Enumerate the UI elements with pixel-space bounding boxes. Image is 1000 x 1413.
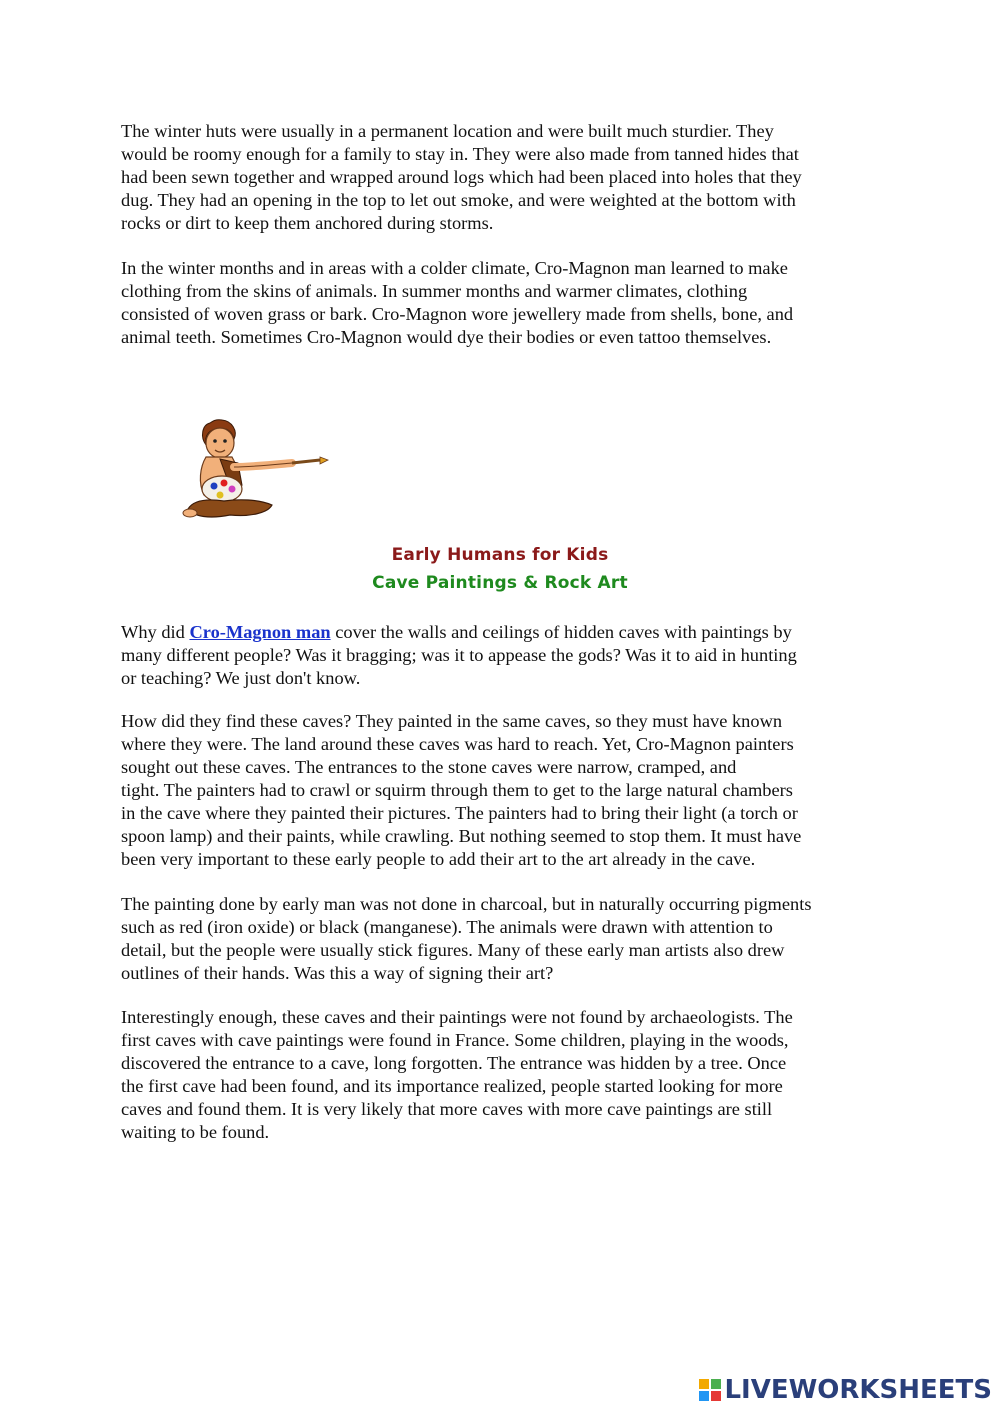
text-line: The winter huts were usually in a permanent location and were built much sturdier. They — [121, 121, 774, 141]
text-line: tight. The painters had to crawl or squirm through them to get to the large natural chambers — [121, 780, 793, 800]
text-line: the first cave had been found, and its importance realized, people started looking for more — [121, 1076, 783, 1096]
text-line: spoon lamp) and their paints, while crawling. But nothing seemed to stop them. It must have — [121, 826, 802, 846]
paragraph-finding-caves — [121, 710, 881, 871]
text-line: first caves with cave paintings were found in France. Some children, playing in the woods, — [121, 1030, 789, 1050]
text-line: sought out these caves. The entrances to the stone caves were narrow, cramped, and — [121, 757, 737, 777]
text-fragment: cover the walls and ceilings of hidden caves with paintings by — [330, 622, 792, 642]
text-line: discovered the entrance to a cave, long forgotten. The entrance was hidden by a tree. Once — [121, 1053, 787, 1073]
section-title: Early Humans for Kids — [391, 545, 609, 565]
text-line: clothing from the skins of animals. In summer months and warmer climates, clothing — [121, 281, 748, 301]
text-line: been very important to these early people to add their art to the art already in the cave. — [121, 849, 756, 869]
text-line: caves and found them. It is very likely that more caves with more cave paintings are still — [121, 1099, 773, 1119]
text-line: outlines of their hands. Was this a way of signing their art? — [121, 963, 554, 983]
text-line: animal teeth. Sometimes Cro-Magnon would dye their bodies or even tattoo themselves. — [121, 327, 772, 347]
text-line: such as red (iron oxide) or black (manganese). The animals were drawn with attention to — [121, 917, 773, 937]
text-line: consisted of woven grass or bark. Cro-Magnon wore jewellery made from shells, bone, and — [121, 304, 794, 324]
text-line: would be roomy enough for a family to stay in. They were also made from tanned hides that — [121, 144, 799, 164]
text-line: In the winter months and in areas with a colder climate, Cro-Magnon man learned to make — [121, 258, 788, 278]
text-line: where they were. The land around these caves was hard to reach. Yet, Cro-Magnon painters — [121, 734, 794, 754]
paragraph-pigments — [121, 893, 881, 985]
section-subtitle: Cave Paintings & Rock Art — [372, 573, 628, 593]
liveworksheets-branding — [698, 1375, 992, 1405]
text-line: Interestingly enough, these caves and their paintings were not found by archaeologists. The — [121, 1007, 793, 1027]
liveworksheets-logo-icon — [698, 1378, 722, 1402]
text-line: many different people? Was it bragging; was it to appease the gods? Was it to aid in hunting — [121, 645, 797, 665]
text-line: in the cave where they painted their pictures. The painters had to bring their light (a torch or — [121, 803, 798, 823]
text-line: or teaching? We just don't know. — [121, 668, 361, 688]
paragraph-clothing — [121, 257, 881, 349]
text-line: rocks or dirt to keep them anchored during storms. — [121, 213, 494, 233]
text-line: waiting to be found. — [121, 1122, 270, 1142]
caveman-painter-icon — [180, 415, 330, 525]
cro-magnon-link[interactable]: Cro-Magnon man — [189, 622, 331, 642]
liveworksheets-wordmark: LIVEWORKSHEETS — [724, 1375, 992, 1405]
paragraph-discovery — [121, 1006, 881, 1144]
text-line: detail, but the people were usually stick figures. Many of these early man artists also drew — [121, 940, 785, 960]
text-line: The painting done by early man was not done in charcoal, but in naturally occurring pigments — [121, 894, 812, 914]
text-line: dug. They had an opening in the top to let out smoke, and were weighted at the bottom with — [121, 190, 796, 210]
text-fragment: Why did — [121, 622, 190, 642]
paragraph-why-paint — [121, 621, 881, 690]
text-line — [121, 621, 881, 644]
text-line: had been sewn together and wrapped around logs which had been placed into holes that they — [121, 167, 802, 187]
text-line: How did they find these caves? They painted in the same caves, so they must have known — [121, 711, 783, 731]
paragraph-winter-huts — [121, 120, 881, 235]
